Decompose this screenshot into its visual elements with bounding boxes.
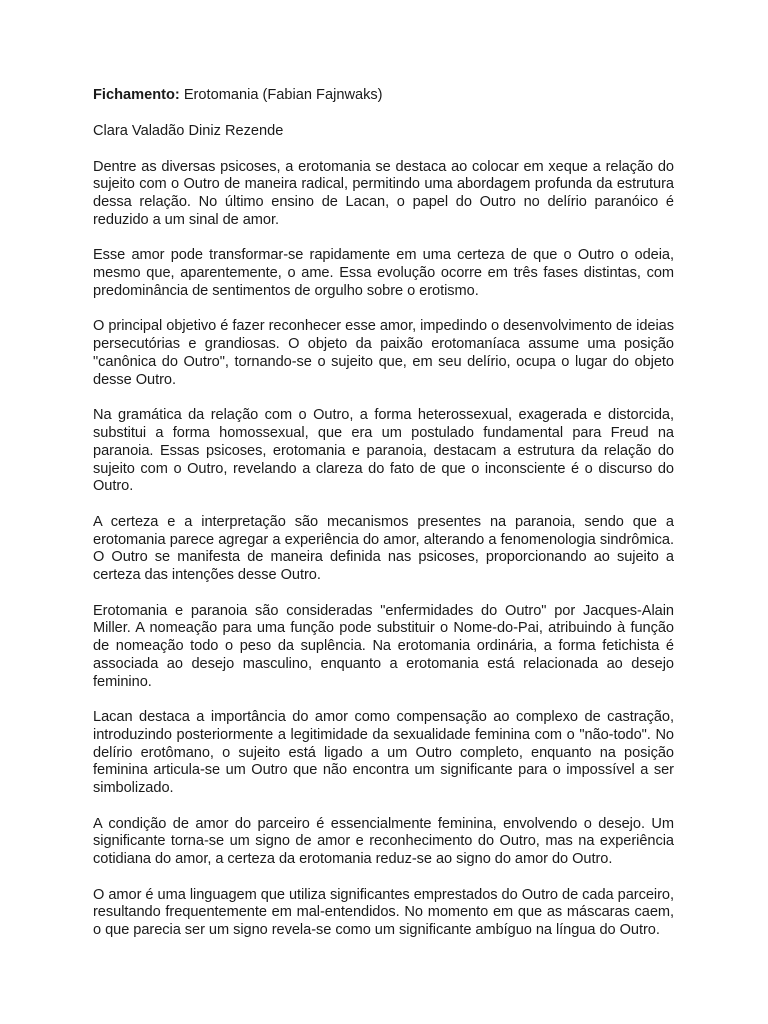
document-title <box>93 87 674 105</box>
paragraph: Esse amor pode transformar-se rapidamente em uma certeza de que o Outro o odeia, mesmo que, aparentemente, o ame. Essa evolução ocorre em três fases distintas, com predominância de sentimentos de orgulho sobre o erotismo. <box>93 247 674 299</box>
paragraph: A condição de amor do parceiro é essencialmente feminina, envolvendo o desejo. Um significante torna-se um signo de amor e reconhecimento do Outro, mas na experiência cotidiana do amor, a certeza da erotomania reduz-se ao signo do amor do Outro. <box>93 815 674 868</box>
paragraph: Lacan destaca a importância do amor como compensação ao complexo de castração, introduzindo posteriormente a legitimidade da sexualidade feminina com o "não-todo". No delírio erotômano, o sujeito está ligado a um Outro completo, enquanto na posição feminina articula-se um Outro que não encontra um significante para o impossível a ser simbolizado. <box>93 709 674 797</box>
paragraph: O principal objetivo é fazer reconhecer esse amor, impedindo o desenvolvimento de ideias persecutórias e grandiosas. O objeto da paixão erotomaníaca assume uma posição "canônica do Outro", tornando-se o sujeito que, em seu delírio, ocupa o lugar do objeto desse Outro. <box>93 318 674 388</box>
paragraph: Na gramática da relação com o Outro, a forma heterossexual, exagerada e distorcida, substitui a forma homossexual, que era um postulado fundamental para Freud na paranoia. Essas psicoses, erotomania e paranoia, destacam a estrutura da relação do sujeito com o Outro, revelando a clareza do fato de que o inconsciente é o discurso do Outro. <box>93 407 674 495</box>
document-page <box>93 87 674 958</box>
title-text: Erotomania (Fabian Fajnwaks) <box>183 87 383 103</box>
paragraph: A certeza e a interpretação são mecanismos presentes na paranoia, sendo que a erotomania parece agregar a experiência do amor, alterando a fenomenologia sindrômica. O Outro se manifesta de maneira definida nas psicoses, proporcionando ao sujeito a certeza das intenções desse Outro. <box>93 513 674 584</box>
title-label: Fichamento: <box>93 87 180 103</box>
paragraph: Erotomania e paranoia são consideradas "enfermidades do Outro" por Jacques-Alain Miller. A nomeação para uma função pode substituir o Nome-do-Pai, atribuindo à função de nomeação todo o peso da suplência. Na erotomania ordinária, a forma fetichista é associada ao desejo masculino, enquanto a erotomania está relacionada ao desejo feminino. <box>93 602 674 690</box>
author-name: Clara Valadão Diniz Rezende <box>93 122 284 139</box>
paragraph: Dentre as diversas psicoses, a erotomania se destaca ao colocar em xeque a relação do sujeito com o Outro de maneira radical, permitindo uma abordagem profunda da estrutura dessa relação. No último ensino de Lacan, o papel do Outro no delírio paranóico é reduzido a um sinal de amor. <box>93 158 674 228</box>
paragraph: O amor é uma linguagem que utiliza significantes emprestados do Outro de cada parceiro, resultando frequentemente em mal-entendidos. No momento em que as máscaras caem, o que parecia ser um signo revela-se como um significante ambíguo na língua do Outro. <box>93 886 674 939</box>
